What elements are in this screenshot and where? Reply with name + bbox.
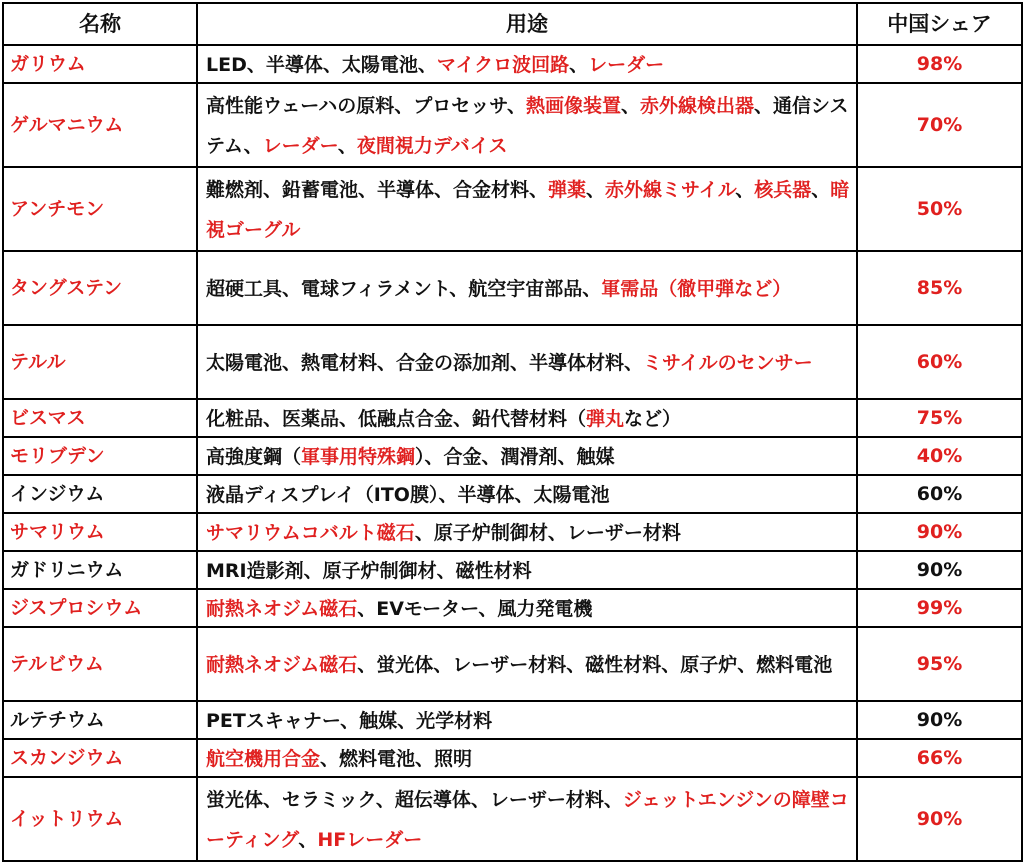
header-name: 名称: [3, 3, 197, 45]
element-use: [197, 83, 857, 167]
china-share: 90%: [857, 513, 1022, 551]
element-use: [197, 167, 857, 251]
element-name: モリブデン: [3, 437, 197, 475]
use-text: PETスキャナー、触媒、光学材料: [206, 710, 493, 732]
table-body: [3, 45, 1022, 861]
table-row: [3, 701, 1022, 739]
use-highlight: ミサイルのセンサー: [643, 352, 813, 374]
use-text: 、: [735, 179, 755, 201]
element-use: [197, 251, 857, 325]
element-name: サマリウム: [3, 513, 197, 551]
use-highlight: 熱画像装置: [525, 95, 621, 117]
table-row: [3, 627, 1022, 701]
table-row: [3, 437, 1022, 475]
use-text: 、: [298, 829, 318, 851]
china-share: 99%: [857, 589, 1022, 627]
use-highlight: 弾薬: [548, 179, 587, 201]
use-highlight: 核兵器: [754, 179, 812, 201]
element-name: ルテチウム: [3, 701, 197, 739]
use-text: 、蛍光体、レーザー材料、磁性材料、原子炉、燃料電池: [357, 654, 833, 676]
use-text: 超硬工具、電球フィラメント、航空宇宙部品、: [206, 278, 602, 300]
use-text: 、通信システム、: [206, 95, 849, 157]
use-highlight: マイクロ波回路: [436, 54, 570, 76]
header-row: [3, 3, 1022, 45]
use-highlight: レーダー: [588, 54, 665, 76]
use-text: MRI造影剤、原子炉制御材、磁性材料: [206, 560, 532, 582]
table-row: [3, 167, 1022, 251]
element-use: [197, 475, 857, 513]
china-share: 70%: [857, 83, 1022, 167]
element-use: [197, 701, 857, 739]
use-highlight: 暗視ゴーグル: [206, 179, 850, 241]
element-use: [197, 627, 857, 701]
china-share: 90%: [857, 551, 1022, 589]
table-row: [3, 777, 1022, 861]
china-share: 90%: [857, 777, 1022, 861]
use-text: 太陽電池、熱電材料、合金の添加剤、半導体材料、: [206, 352, 644, 374]
use-text: など）: [624, 408, 682, 430]
use-text: 、: [811, 179, 831, 201]
table-row: [3, 475, 1022, 513]
use-highlight: 耐熱ネオジム磁石: [206, 598, 358, 620]
use-text: 高強度鋼（: [206, 446, 302, 468]
china-share: 66%: [857, 739, 1022, 777]
element-name: インジウム: [3, 475, 197, 513]
element-name: ガリウム: [3, 45, 197, 83]
element-use: [197, 399, 857, 437]
element-use: [197, 437, 857, 475]
element-name: テルル: [3, 325, 197, 399]
china-share: 95%: [857, 627, 1022, 701]
use-highlight: 赤外線ミサイル: [605, 179, 736, 201]
use-highlight: HFレーダー: [317, 829, 423, 851]
use-highlight: 赤外線検出器: [640, 95, 755, 117]
use-text: 高性能ウェーハの原料、プロセッサ、: [206, 95, 526, 117]
element-use: [197, 589, 857, 627]
element-use: [197, 739, 857, 777]
element-name: スカンジウム: [3, 739, 197, 777]
use-highlight: ジェットエンジンの障壁コーティング: [206, 789, 849, 851]
element-name: タングステン: [3, 251, 197, 325]
element-name: アンチモン: [3, 167, 197, 251]
table-row: [3, 325, 1022, 399]
table-row: [3, 83, 1022, 167]
element-use: [197, 551, 857, 589]
element-name: テルビウム: [3, 627, 197, 701]
element-name: ゲルマニウム: [3, 83, 197, 167]
use-text: ）、合金、潤滑剤、触媒: [415, 446, 615, 468]
china-share: 90%: [857, 701, 1022, 739]
china-share: 75%: [857, 399, 1022, 437]
use-highlight: 弾丸: [586, 408, 625, 430]
use-text: 、燃料電池、照明: [320, 748, 473, 770]
use-text: 蛍光体、セラミック、超伝導体、レーザー材料、: [206, 789, 623, 811]
element-name: ビスマス: [3, 399, 197, 437]
use-highlight: サマリウムコバルト磁石: [206, 522, 415, 544]
header-use: 用途: [197, 3, 857, 45]
use-highlight: 耐熱ネオジム磁石: [206, 654, 358, 676]
use-text: 、: [620, 95, 640, 117]
element-use: [197, 513, 857, 551]
element-use: [197, 325, 857, 399]
table-row: [3, 45, 1022, 83]
element-name: イットリウム: [3, 777, 197, 861]
table-row: [3, 589, 1022, 627]
use-text: 、原子炉制御材、レーザー材料: [414, 522, 681, 544]
use-highlight: 航空機用合金: [206, 748, 321, 770]
use-text: 化粧品、医薬品、低融点合金、鉛代替材料（: [206, 408, 587, 430]
element-name: ジスプロシウム: [3, 589, 197, 627]
china-share: 85%: [857, 251, 1022, 325]
use-text: 液晶ディスプレイ（ITO膜）、半導体、太陽電池: [206, 484, 610, 506]
china-share: 50%: [857, 167, 1022, 251]
use-text: 、: [569, 54, 589, 76]
use-highlight: 軍事用特殊鋼: [301, 446, 416, 468]
china-share: 60%: [857, 325, 1022, 399]
table-row: [3, 551, 1022, 589]
china-share: 40%: [857, 437, 1022, 475]
use-text: LED、半導体、太陽電池、: [206, 54, 437, 76]
rare-metals-table: [2, 2, 1023, 862]
use-highlight: 軍需品（徹甲弾など）: [601, 278, 792, 300]
table-row: [3, 251, 1022, 325]
element-name: ガドリニウム: [3, 551, 197, 589]
use-text: 、: [337, 135, 357, 157]
element-use: [197, 45, 857, 83]
table-row: [3, 739, 1022, 777]
use-text: 、: [586, 179, 606, 201]
table-row: [3, 399, 1022, 437]
use-text: 、EVモーター、風力発電機: [357, 598, 593, 620]
table-row: [3, 513, 1022, 551]
use-highlight: 夜間視力デバイス: [356, 135, 508, 157]
element-use: [197, 777, 857, 861]
use-highlight: レーダー: [262, 135, 338, 157]
header-share: 中国シェア: [857, 3, 1022, 45]
china-share: 60%: [857, 475, 1022, 513]
use-text: 難燃剤、鉛蓄電池、半導体、合金材料、: [206, 179, 549, 201]
china-share: 98%: [857, 45, 1022, 83]
